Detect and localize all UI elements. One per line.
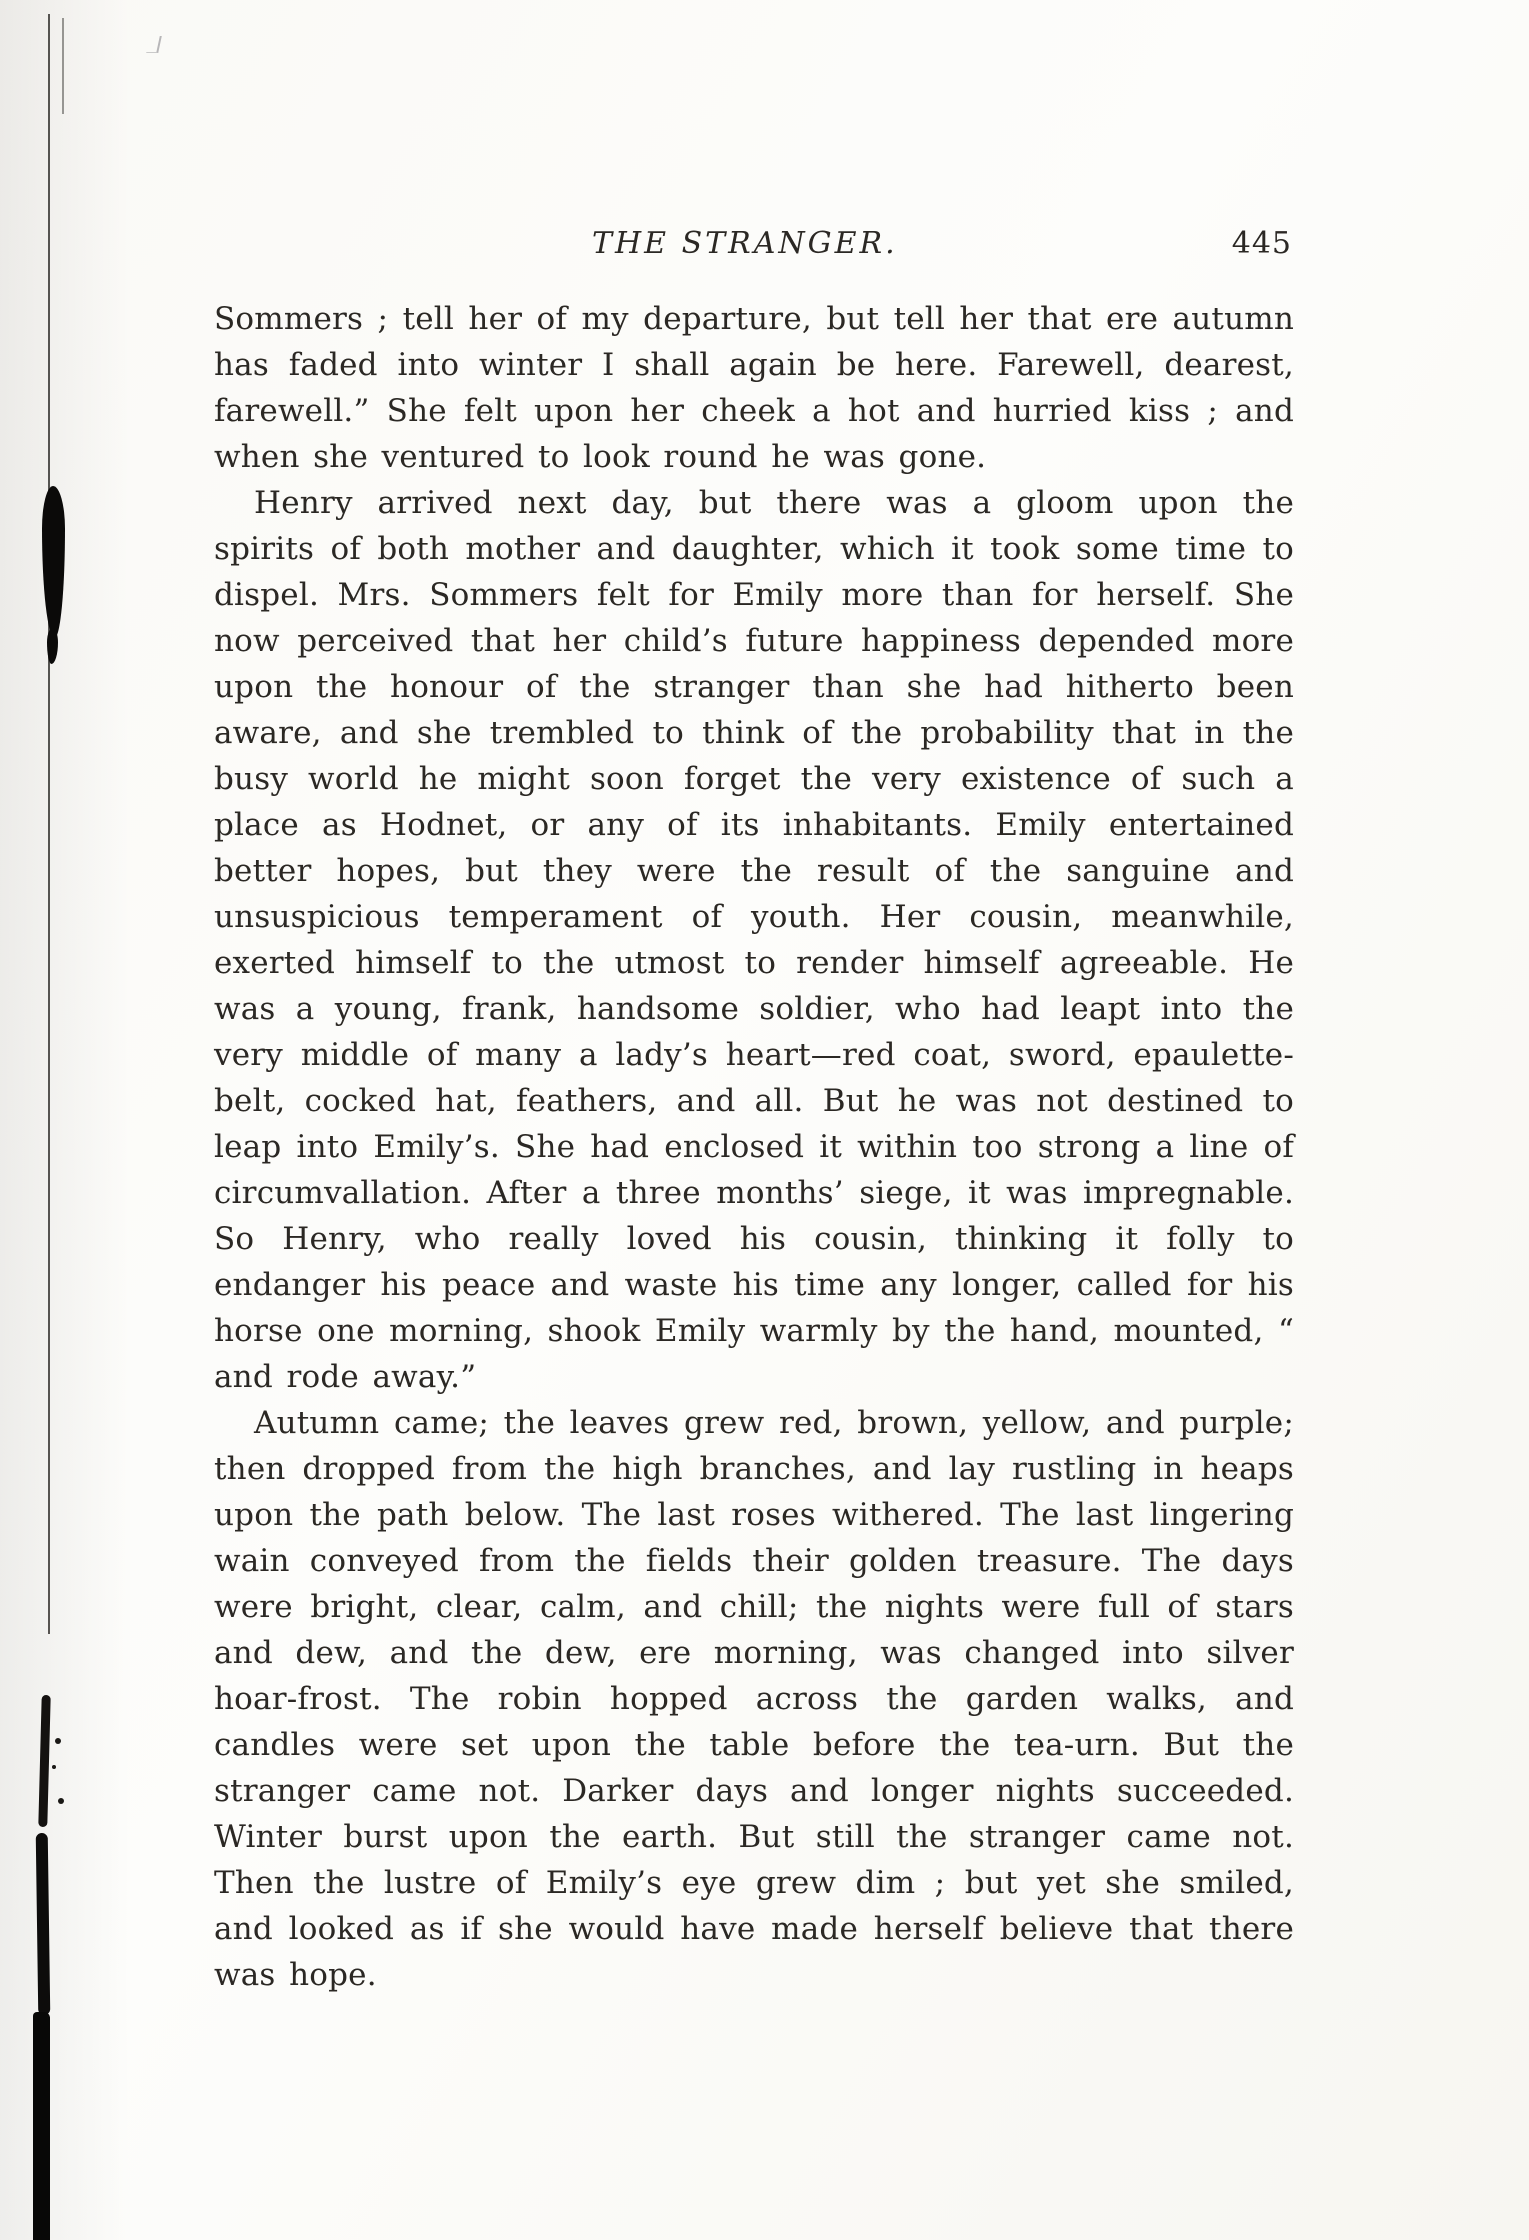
running-title: THE STRANGER. [591, 226, 898, 261]
pencil-mark [146, 36, 162, 53]
page-header [214, 226, 1294, 276]
ink-stain [42, 486, 65, 638]
ink-streak [33, 2012, 50, 2240]
page-edge-line-short [62, 18, 64, 114]
paragraph: Autumn came; the leaves grew red, brown, yellow, and purple; then dropped from the high branches, and lay rustling in heaps upon the path below. The last roses withered. The last lingering wain conveyed from the fields their golden treasure. The days were bright, clear, calm, and chill; the nights were full of stars and dew, and the dew, ere morning, was changed into silver hoar-frost. The robin hopped across the garden walks, and candles were set upon the table before the tea-urn. But the stranger came not. Darker days and longer nights succeeded. Winter burst upon the earth. But still the stranger came not. Then the lustre of Emily’s eye grew dim ; but yet she smiled, and looked as if she would have made herself believe that there was hope. [214, 1405, 1294, 1993]
ink-fleck [55, 1738, 61, 1744]
page-number: 445 [1231, 226, 1292, 261]
paragraph-continuation: Sommers ; tell her of my departure, but tell her that ere autumn has faded into winter I shall again be here. Farewell, dearest, farewell.” She felt upon her cheek a hot and hurried kiss ; and when she ventured to look round he was gone. [214, 301, 1294, 475]
page-edge-line [48, 14, 50, 1634]
body-text [214, 296, 1294, 1998]
binding-shadow [0, 0, 130, 2240]
ink-streak [38, 1695, 50, 1827]
ink-streak [36, 1833, 51, 2015]
paragraph: Henry arrived next day, but there was a gloom upon the spirits of both mother and daughter, which it took some time to dispel. Mrs. Sommers felt for Emily more than for herself. She now perceived that her child’s future happiness depended more upon the honour of the stranger than she had hitherto been aware, and she trembled to think of the probability that in the busy world he might soon forget the very existence of such a place as Hodnet, or any of its inhabitants. Emily entertained better hopes, but they were the result of the sanguine and unsuspicious temperament of youth. Her cousin, meanwhile, exerted himself to the utmost to render himself agreeable. He was a young, frank, handsome soldier, who had leapt into the very middle of many a lady’s heart—red coat, sword, epaulette-belt, cocked hat, feathers, and all. But he was not destined to leap into Emily’s. She had enclosed it within too strong a line of circumvallation. After a three months’ siege, it was impregnable. So Henry, who really loved his cousin, thinking it folly to endanger his peace and waste his time any longer, called for his horse one morning, shook Emily warmly by the hand, mounted, “ and rode away.” [214, 485, 1294, 1395]
